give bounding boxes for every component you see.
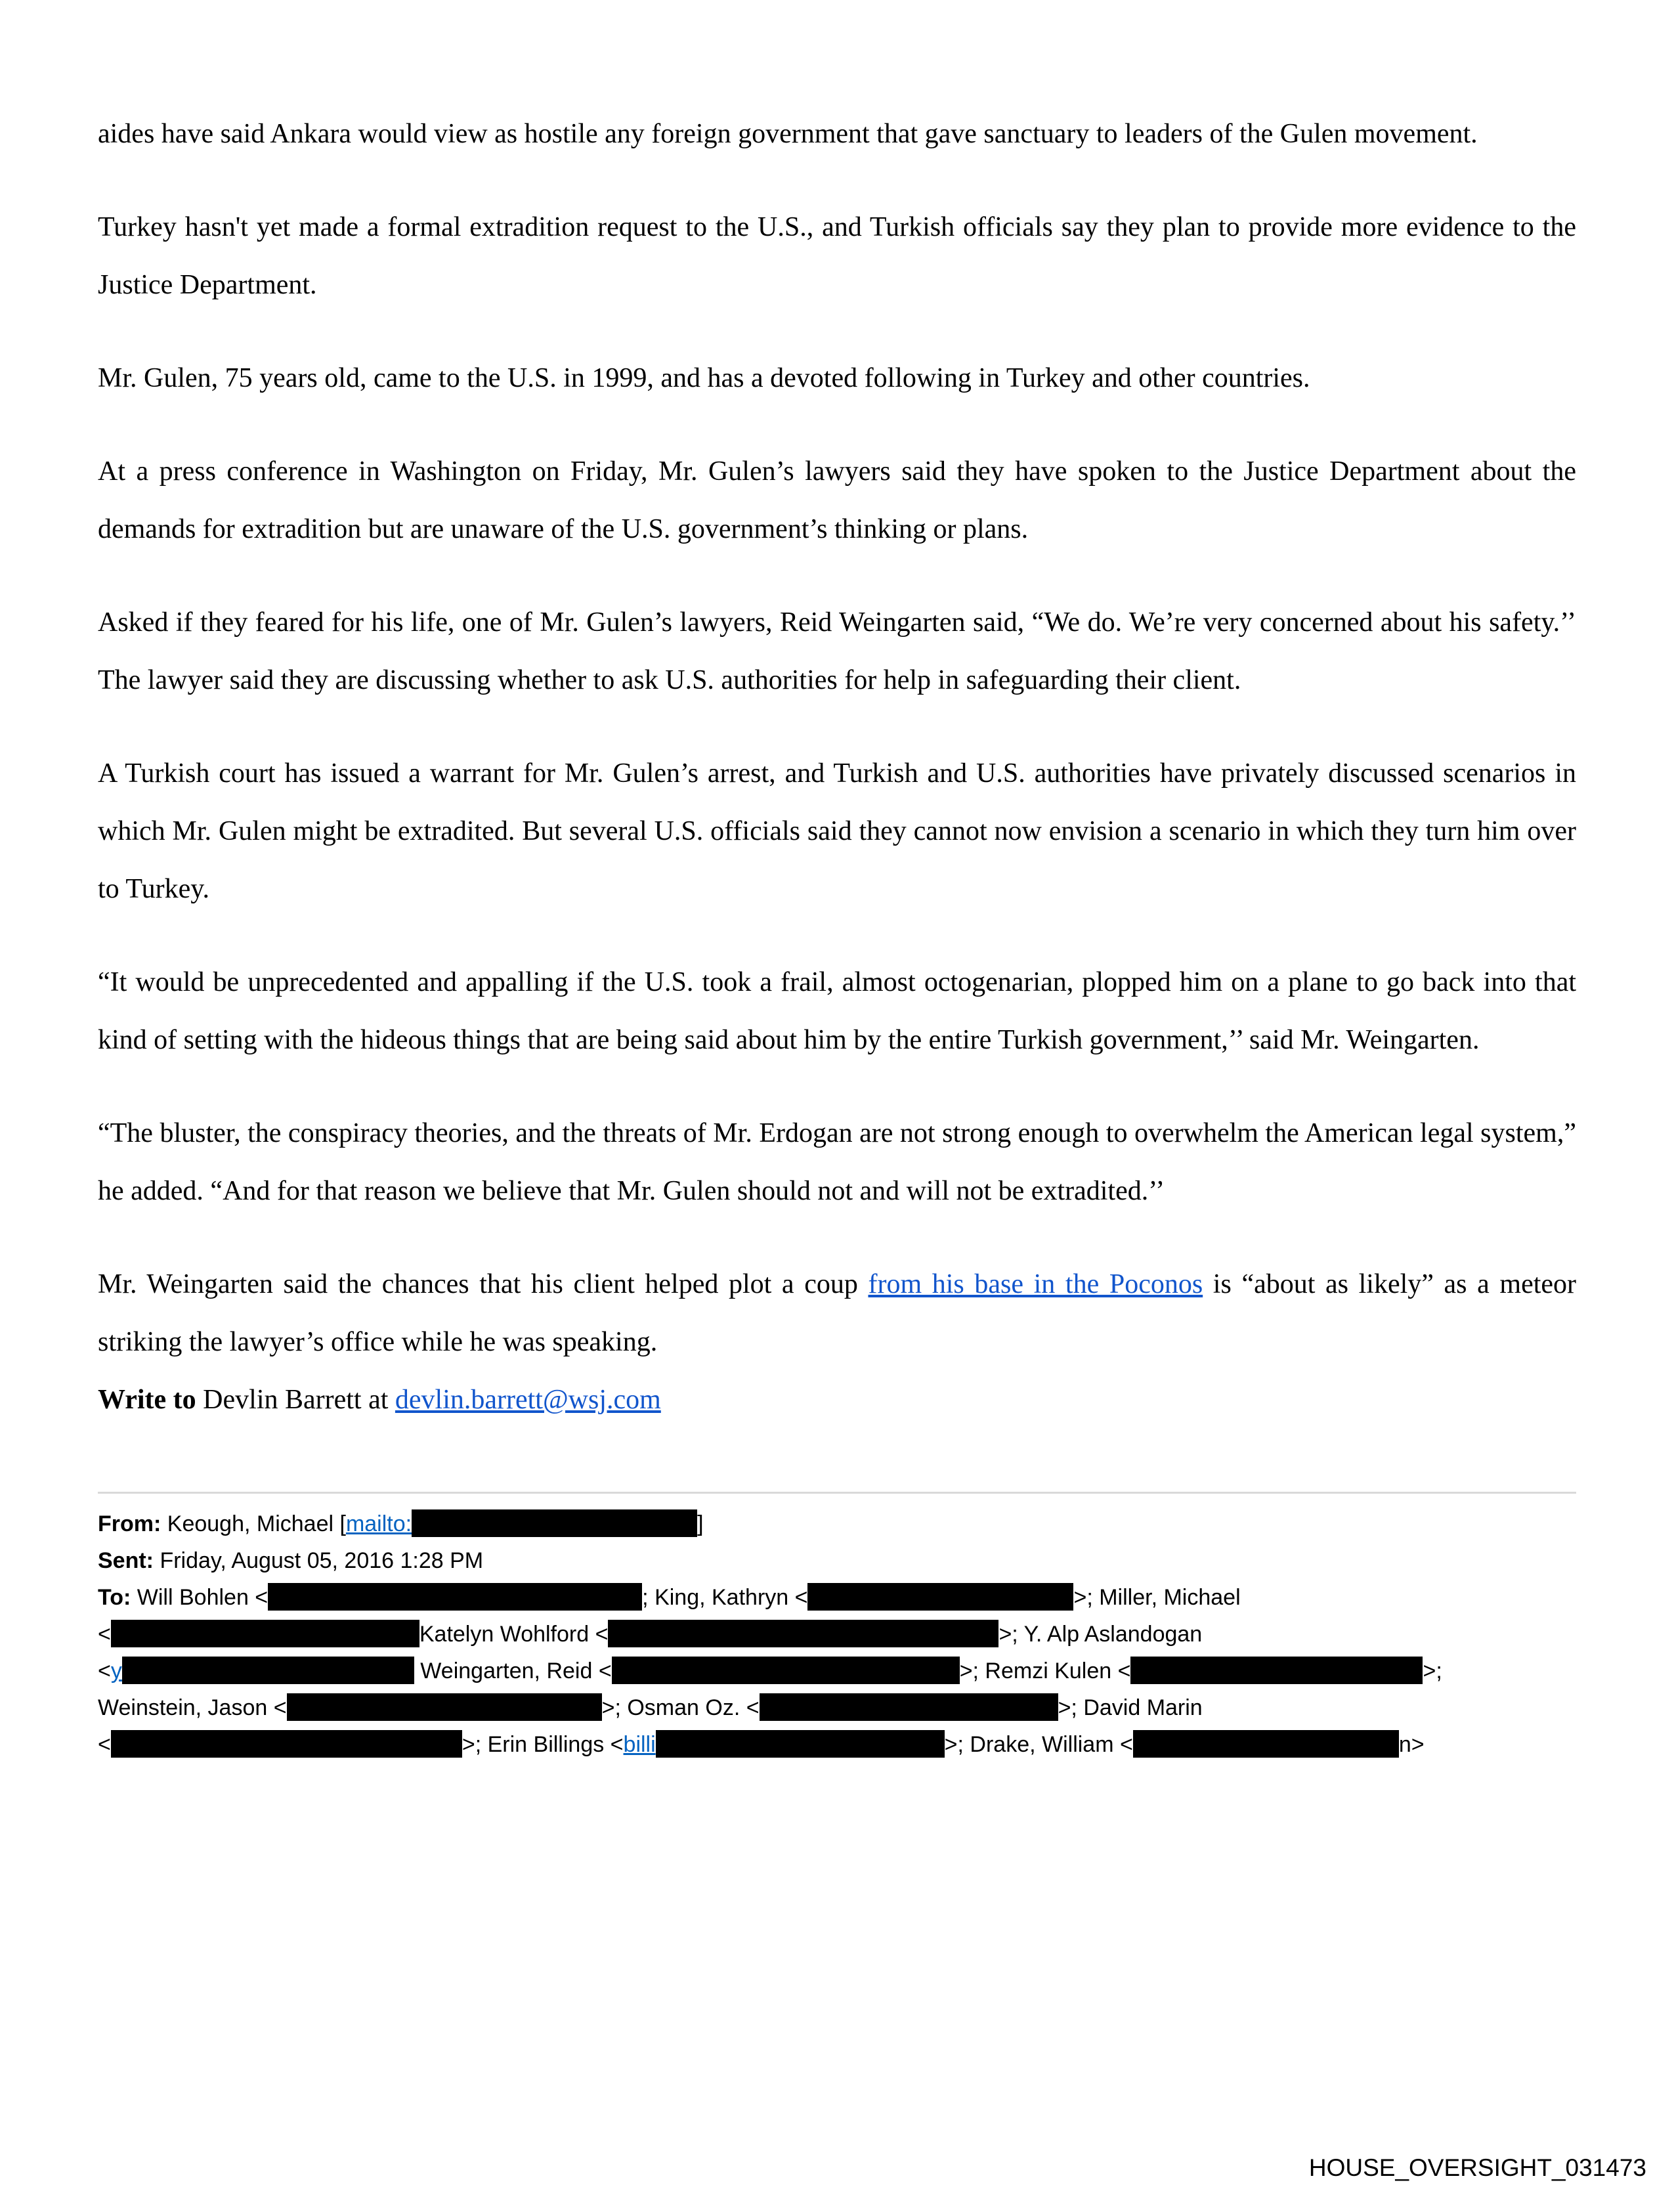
- redaction-bar: [656, 1730, 945, 1758]
- text-run: Asked if they feared for his life, one of Mr. Gulen’s lawyers, Reid Weingarten said, “We do. We’re very concerned about his safety.’’ The lawyer said they are discussing whether to ask U.S. authorities for help in safeguarding their client.: [98, 607, 1576, 695]
- redaction-bar: [111, 1620, 419, 1647]
- text-run: Turkey hasn't yet made a formal extradition request to the U.S., and Turkish officials say they plan to provide more evidence to the Justice Department.: [98, 212, 1576, 300]
- redaction-bar: [122, 1657, 414, 1684]
- text-run: Friday, August 05, 2016 1:28 PM: [154, 1548, 484, 1573]
- redaction-bar: [760, 1693, 1058, 1721]
- redaction-bar: [807, 1583, 1073, 1611]
- text-run: Mr. Gulen, 75 years old, came to the U.S. in 1999, and has a devoted following in Turkey and other countries.: [98, 363, 1310, 393]
- text-run: Will Bohlen <: [131, 1585, 268, 1610]
- article-paragraph: [98, 953, 1576, 1069]
- email-header-line: [98, 1653, 1576, 1689]
- text-run: “The bluster, the conspiracy theories, and the threats of Mr. Erdogan are not strong enough to overwhelm the American legal system,” he added. “And for that reason we believe that Mr. Gulen should not and will not be extradited.’’: [98, 1118, 1576, 1206]
- text-run: >; Y. Alp Aslandogan: [998, 1622, 1203, 1647]
- text-run: “It would be unprecedented and appalling if the U.S. took a frail, almost octogenarian, plopped him on a plane to go back into that kind of setting with the hideous things that are being said about him by the entire Turkish government,’’ said Mr. Weingarten.: [98, 967, 1576, 1055]
- redaction-bar: [1133, 1730, 1399, 1758]
- text-run: aides have said Ankara would view as hostile any foreign government that gave sanctuary to leaders of the Gulen movement.: [98, 119, 1478, 149]
- article-paragraph: [98, 198, 1576, 314]
- article-paragraph: [98, 443, 1576, 558]
- bates-number: HOUSE_OVERSIGHT_031473: [1308, 2154, 1646, 2181]
- text-run: ]: [697, 1511, 704, 1536]
- text-run: Mr. Weingarten said the chances that his client helped plot a coup: [98, 1269, 869, 1299]
- text-run: At a press conference in Washington on Friday, Mr. Gulen’s lawyers said they have spoken to the Justice Department about the demands for extradition but are unaware of the U.S. government’s thinking or plans.: [98, 456, 1576, 544]
- text-run: Keough, Michael [: [161, 1511, 346, 1536]
- article-paragraph: [98, 349, 1576, 407]
- document-content: [98, 105, 1576, 1763]
- redaction-bar: [412, 1509, 697, 1537]
- email-header: [98, 1492, 1576, 1763]
- redaction-bar: [612, 1657, 960, 1684]
- text-run: >; Erin Billings <: [461, 1732, 624, 1757]
- redaction-bar: [608, 1620, 998, 1647]
- hyperlink[interactable]: from his base in the Poconos: [868, 1269, 1203, 1299]
- redaction-bar: [111, 1730, 462, 1758]
- text-run: A Turkish court has issued a warrant for Mr. Gulen’s arrest, and Turkish and U.S. authorities have privately discussed scenarios in which Mr. Gulen might be extradited. But several U.S. officials said they cannot now envision a scenario in which they turn him over to Turkey.: [98, 758, 1576, 904]
- hyperlink[interactable]: billi: [623, 1732, 656, 1757]
- field-label: Sent:: [98, 1548, 154, 1573]
- text-run: n>: [1398, 1732, 1425, 1757]
- email-header-line: [98, 1542, 1576, 1579]
- text-run: Devlin Barrett at: [203, 1385, 395, 1415]
- text-run: Katelyn Wohlford <: [419, 1622, 609, 1647]
- article-paragraph: [98, 1255, 1576, 1371]
- article-paragraph: [98, 1371, 1576, 1429]
- field-label: To:: [98, 1585, 131, 1610]
- hyperlink[interactable]: mailto:: [345, 1511, 412, 1536]
- article-paragraph: [98, 594, 1576, 709]
- redaction-bar: [268, 1583, 642, 1611]
- email-header-line: [98, 1726, 1576, 1763]
- field-label: Write to: [98, 1385, 204, 1415]
- text-run: is “about as likely” as a meteor striking the lawyer’s office while he was speaking.: [98, 1269, 1577, 1357]
- text-run: >; Osman Oz. <: [601, 1695, 760, 1720]
- text-run: >; Drake, William <: [944, 1732, 1133, 1757]
- hyperlink[interactable]: y: [110, 1659, 122, 1683]
- email-header-line: [98, 1506, 1576, 1542]
- email-header-line: [98, 1689, 1576, 1726]
- text-run: ; King, Kathryn <: [642, 1585, 808, 1610]
- text-run: >; David Marin: [1058, 1695, 1203, 1720]
- article-paragraph: [98, 745, 1576, 918]
- text-run: Weinstein, Jason <: [98, 1695, 287, 1720]
- text-run: Weingarten, Reid <: [414, 1659, 612, 1683]
- email-header-line: [98, 1579, 1576, 1616]
- article: [98, 105, 1576, 1429]
- email-header-line: [98, 1616, 1576, 1653]
- text-run: <: [98, 1732, 111, 1757]
- hyperlink[interactable]: devlin.barrett@wsj.com: [395, 1385, 661, 1415]
- text-run: <: [98, 1659, 111, 1683]
- field-label: From:: [98, 1511, 161, 1536]
- article-paragraph: [98, 105, 1576, 163]
- redaction-bar: [1130, 1657, 1423, 1684]
- article-paragraph: [98, 1104, 1576, 1220]
- text-run: >;: [1423, 1659, 1442, 1683]
- text-run: >; Remzi Kulen <: [959, 1659, 1131, 1683]
- redaction-bar: [287, 1693, 602, 1721]
- text-run: >; Miller, Michael: [1073, 1585, 1241, 1610]
- text-run: <: [98, 1622, 111, 1647]
